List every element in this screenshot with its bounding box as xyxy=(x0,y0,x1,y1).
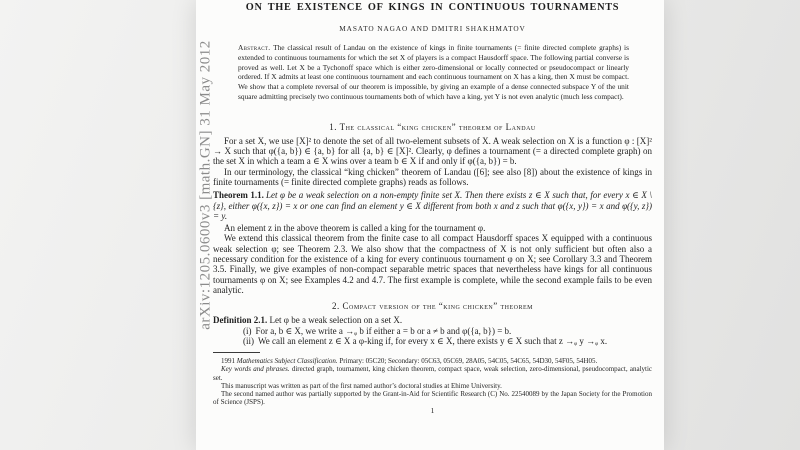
theorem-label: Theorem 1.1. xyxy=(213,190,264,201)
paragraph-terminology: In our terminology, the classical “king chicken” theorem of Landau ([6]; see also [8]) about the existence of kings in finite tournaments (= finite directed complete graphs) reads as follows. xyxy=(213,166,652,187)
footnote-keywords-text: directed graph, tournament, king chicken theorem, compact space, weak selection, zero-dimensional, pseudocompact, analytic set. xyxy=(213,365,653,382)
paper-authors: MASATO NAGAO AND DMITRI SHAKHMATOV xyxy=(339,24,526,33)
theorem-text: Let φ be a weak selection on a non-empty finite set X. Then there exists z ∈ X such that, for every x ∈ X \ {z}, either φ({x, z}) = x or one can find an element y ∈ X different from both x and z such that φ({x, y}) = x and φ({y, z}) = y. xyxy=(213,190,652,221)
footnote-keywords xyxy=(213,365,652,381)
paper-page xyxy=(196,0,664,450)
footnote-rule xyxy=(213,352,260,353)
footnote-keywords-lead: Key words and phrases. xyxy=(221,365,290,374)
abstract-text: The classical result of Landau on the existence of kings in finite tournaments (= finite directed complete graphs) is extended to continuous tournaments for which the set X of players is a compact Hausdorff space. The following partial converse is proved as well. Let X be a Tychonoff space which is either zero-dimensional or locally connected or pseudocompact or linearly ordered. If X admits at least one continuous tournament and each continuous tournament on X has a king, then X must be compact. We show that a complete reversal of our theorem is impossible, by giving an example of a dense connected subspace Y of the unit square admitting precisely two continuous tournaments both of which have a king, yet Y is not even analytic (much less compact). xyxy=(238,43,629,101)
section-1-heading: 1. The classical “king chicken” theorem of Landau xyxy=(329,121,536,132)
paper-title: ON THE EXISTENCE OF KINGS IN CONTINUOUS TOURNAMENTS xyxy=(245,2,620,13)
item-text: We call an element z ∈ X a φ-king if, for every x ∈ X, there exists y ∈ X such that z →ᵩ y →ᵩ x. xyxy=(258,335,608,346)
paragraph-overview: We extend this classical theorem from the finite case to all compact Hausdorff spaces X equipped with a continuous weak selection φ; see Theorem 2.3. We also show that the compactness of X is not only sufficient but often also a necessary condition for the existence of a king for every continuous tournament φ on X; see Corollary 3.3 and Theorem 3.5. Finally, we give examples of non-compact separable metric spaces that nevertheless have kings for all continuous tournaments φ on X; see Examples 4.2 and 4.7. The first example is complete, while the second example fails to be even analytic. xyxy=(213,233,652,295)
abstract-label: Abstract. xyxy=(238,43,271,52)
footnote-msc-year: 1991 xyxy=(221,357,235,366)
footnote-msc-lead: Mathematics Subject Classification. xyxy=(236,357,338,366)
item-text: For a, b ∈ X, we write a →ᵩ b if either a = b or a ≠ b and φ({a, b}) = b. xyxy=(255,325,512,336)
definition-2-1 xyxy=(213,315,652,325)
theorem-1-1 xyxy=(213,190,652,221)
footnote-manuscript: This manuscript was written as part of the first named author’s doctoral studies at Ehime University. xyxy=(221,381,502,390)
definition-item-ii xyxy=(213,336,652,346)
definition-item-i xyxy=(213,326,652,336)
page-number: 1 xyxy=(430,406,435,416)
item-number: (ii) xyxy=(243,335,254,346)
arxiv-stamp: arXiv:1205.0600v3 [math.GN] 31 May 2012 xyxy=(197,40,214,330)
footnote-msc-text: Primary: 05C20; Secondary: 05C63, 05C69, 28A05, 54C05, 54C65, 54D30, 54F05, 54H05. xyxy=(339,357,598,366)
footnote-msc xyxy=(213,357,652,365)
section-2-heading: 2. Compact version of the “king chicken” theorem xyxy=(332,301,533,312)
abstract xyxy=(238,43,629,102)
footnote-funding: The second named author was partially supported by the Grant-in-Aid for Scientific Research (C) No. 22540089 by the Japan Society for the Promotion of Science (JSPS). xyxy=(213,389,652,407)
definition-text: Let φ be a weak selection on a set X. xyxy=(269,315,403,326)
paragraph-weak-selection: For a set X, we use [X]² to denote the set of all two-element subsets of X. A weak selection on X is a function φ : [X]² → X such that φ({a, b}) ∈ {a, b} for all {a, b} ∈ [X]². Clearly, φ defines a tournament (= a directed complete graph) on the set X in which a team a ∈ X wins over a team b ∈ X if and only if φ({a, b}) = b. xyxy=(213,135,652,167)
paragraph-king-definition: An element z in the above theorem is called a king for the tournament φ. xyxy=(224,223,486,234)
item-number: (i) xyxy=(243,325,252,336)
definition-label: Definition 2.1. xyxy=(213,315,268,326)
